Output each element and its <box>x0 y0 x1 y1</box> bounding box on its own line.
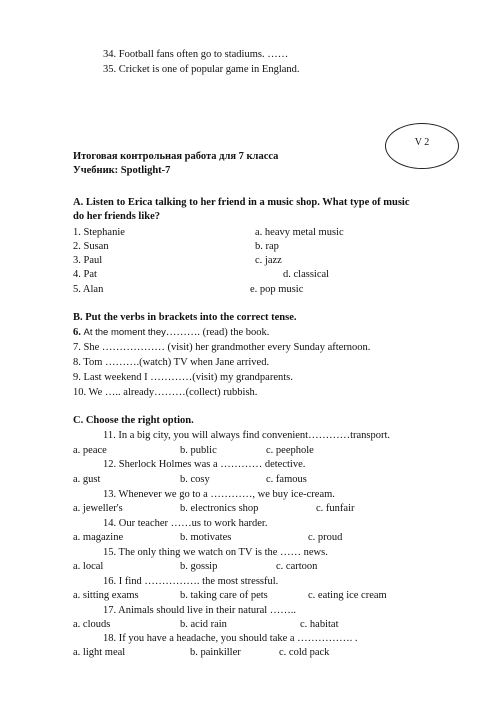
option-a: a. jeweller's <box>73 503 123 514</box>
option-c: c. cold pack <box>279 647 330 658</box>
question-6-rest: ………. (read) the book. <box>165 327 270 338</box>
question-35: 35. Cricket is one of popular game in England. <box>103 64 300 75</box>
question-11: 11. In a big city, you will always find convenient…………transport. <box>103 430 391 441</box>
option-c: c. habitat <box>300 619 339 630</box>
question-10: 10. We ….. already………(collect) rubbish. <box>73 387 258 398</box>
question-18: 18. If you have a headache, you should take a ……………. . <box>103 633 358 644</box>
question-17: 17. Animals should live in their natural …….. <box>103 605 297 616</box>
option-b: b. electronics shop <box>180 503 259 514</box>
option-a: a. peace <box>73 445 107 456</box>
question-16: 16. I find ……………. the most stressful. <box>103 576 279 587</box>
textbook-label: Учебник: Spotlight-7 <box>73 165 171 176</box>
music-option: a. heavy metal music <box>255 227 344 238</box>
music-option: b. rap <box>255 241 279 252</box>
option-b: b. motivates <box>180 532 232 543</box>
name-item: 3. Paul <box>73 255 103 266</box>
test-title: Итоговая контрольная работа для 7 класса <box>73 151 279 162</box>
option-a: a. light meal <box>73 647 126 658</box>
question-6-lead: At the moment they <box>83 327 166 338</box>
music-option: c. jazz <box>255 255 282 266</box>
question-15: 15. The only thing we watch on TV is the …… news. <box>103 547 328 558</box>
name-item: 4. Pat <box>73 269 97 280</box>
option-c: c. funfair <box>316 503 355 514</box>
option-c: c. proud <box>308 532 343 543</box>
question-6-number: 6. <box>73 327 81 338</box>
question-6 <box>73 326 269 339</box>
option-c: c. eating ice cream <box>308 590 387 601</box>
section-a-heading-cont: do her friends like? <box>73 211 161 222</box>
option-a: a. sitting exams <box>73 590 139 601</box>
music-option: e. pop music <box>250 284 304 295</box>
option-c: c. famous <box>266 474 307 485</box>
variant-label: V 2 <box>414 137 430 148</box>
question-13: 13. Whenever we go to a …………, we buy ice-cream. <box>103 489 335 500</box>
option-a: a. gust <box>73 474 101 485</box>
name-item: 2. Susan <box>73 241 109 252</box>
option-b: b. acid rain <box>180 619 227 630</box>
question-8: 8. Tom ……….(watch) TV when Jane arrived. <box>73 357 270 368</box>
option-c: c. cartoon <box>276 561 318 572</box>
variant-badge <box>385 123 459 169</box>
option-b: b. public <box>180 445 217 456</box>
option-b: b. gossip <box>180 561 218 572</box>
section-c-heading: C. Choose the right option. <box>73 415 194 426</box>
option-b: b. painkiller <box>190 647 241 658</box>
option-b: b. cosy <box>180 474 210 485</box>
question-9: 9. Last weekend I …………(visit) my grandparents. <box>73 372 293 383</box>
question-34: 34. Football fans often go to stadiums. …… <box>103 49 289 60</box>
section-a-heading: A. Listen to Erica talking to her friend in a music shop. What type of music <box>73 197 410 208</box>
section-b-heading: B. Put the verbs in brackets into the correct tense. <box>73 312 297 323</box>
option-a: a. magazine <box>73 532 124 543</box>
option-a: a. local <box>73 561 104 572</box>
option-c: c. peephole <box>266 445 314 456</box>
name-item: 1. Stephanie <box>73 227 125 238</box>
music-option: d. classical <box>283 269 330 280</box>
question-12: 12. Sherlock Holmes was a ………… detective. <box>103 459 306 470</box>
question-14: 14. Our teacher ……us to work harder. <box>103 518 268 529</box>
question-7: 7. She ……………… (visit) her grandmother every Sunday afternoon. <box>73 342 371 353</box>
option-b: b. taking care of pets <box>180 590 268 601</box>
option-a: a. clouds <box>73 619 111 630</box>
name-item: 5. Alan <box>73 284 104 295</box>
